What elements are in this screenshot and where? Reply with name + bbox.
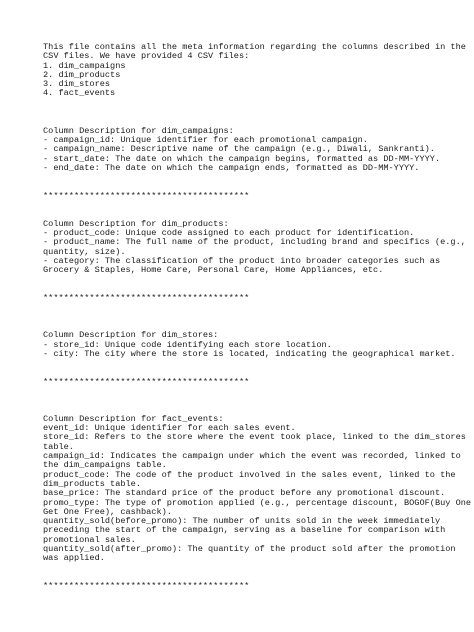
text-line: - product_name: The full name of the product, including brand and specifics (e.g., — [43, 237, 466, 248]
separator-line: **************************************** — [43, 581, 250, 592]
blank-line — [43, 275, 443, 284]
text-line: Grocery & Staples, Home Care, Personal Care, Home Appliances, etc. — [43, 265, 384, 276]
text-line: Column Description for fact_events: — [43, 413, 224, 424]
document-body — [43, 42, 472, 592]
blank-line — [43, 396, 443, 405]
text-line: - campaign_id: Unique identifier for each promotional campaign. — [43, 134, 368, 145]
text-section — [43, 582, 443, 591]
text-section — [43, 413, 472, 564]
separator-line: **************************************** — [43, 293, 250, 304]
text-line: - city: The city where the store is located, indicating the geographical market. — [43, 348, 456, 359]
text-section — [43, 330, 456, 359]
text-line: the dim_campaigns table. — [43, 460, 167, 471]
text-line: product_code: The code of the product involved in the sales event, linked to the — [43, 469, 456, 480]
text-line: campaign_id: Indicates the campaign under which the event was recorded, linked to — [43, 451, 461, 462]
blank-line — [43, 108, 443, 117]
text-line: preceding the start of the campaign, serving as a baseline for comparison with — [43, 525, 446, 536]
text-line: Column Description for dim_stores: — [43, 330, 219, 341]
text-line: quantity_sold(before_promo): The number of units sold in the week immediately — [43, 516, 441, 527]
text-line: 4. fact_events — [43, 88, 116, 99]
blank-line — [43, 313, 443, 322]
text-line: 2. dim_products — [43, 69, 121, 80]
text-line: Get One Free), cashback). — [43, 506, 172, 517]
separator-line: **************************************** — [43, 190, 250, 201]
text-section — [43, 294, 443, 303]
blank-line — [43, 201, 443, 210]
separator-line: **************************************** — [43, 376, 250, 387]
text-line: quantity_sold(after_promo): The quantity of the product sold after the promotion — [43, 544, 456, 555]
text-section — [43, 218, 466, 276]
text-line: - store_id: Unique code identifying each store location. — [43, 339, 332, 350]
text-line: was applied. — [43, 553, 105, 564]
text-line: base_price: The standard price of the product before any promotional discount. — [43, 488, 446, 499]
text-line: promo_type: The type of promotion applied (e.g., percentage discount, BOGOF(Buy One — [43, 497, 472, 508]
text-line: - end_date: The date on which the campaign ends, formatted as DD-MM-YYYY. — [43, 162, 420, 173]
text-line: This file contains all the meta information regarding the columns described in the — [43, 42, 466, 52]
text-section — [43, 192, 443, 201]
blank-line — [43, 173, 443, 182]
text-line: 1. dim_campaigns — [43, 60, 126, 71]
text-line: - start_date: The date on which the campaign begins, formatted as DD-MM-YYYY. — [43, 153, 441, 164]
blank-line — [43, 99, 443, 108]
text-section — [43, 127, 443, 173]
blank-line — [43, 303, 443, 312]
text-line: quantity, size). — [43, 246, 126, 257]
text-line: Column Description for dim_products: — [43, 218, 229, 229]
text-line: dim_products table. — [43, 478, 141, 489]
text-line: 3. dim_stores — [43, 79, 111, 90]
blank-line — [43, 564, 443, 573]
text-line: - category: The classification of the product into broader categories such as — [43, 255, 441, 266]
text-line: table. — [43, 441, 74, 452]
text-line: promotional sales. — [43, 534, 136, 545]
text-section — [43, 42, 466, 99]
text-line: event_id: Unique identifier for each sales event. — [43, 423, 296, 434]
text-line: CSV files. We have provided 4 CSV files: — [43, 51, 250, 62]
text-section — [43, 378, 443, 387]
text-line: Column Description for dim_campaigns: — [43, 125, 234, 136]
text-line: - product_code: Unique code assigned to each product for identification. — [43, 227, 415, 238]
text-line: store_id: Refers to the store where the event took place, linked to the dim_stores — [43, 432, 466, 443]
text-line: - campaign_name: Descriptive name of the campaign (e.g., Diwali, Sankranti). — [43, 144, 435, 155]
blank-line — [43, 359, 443, 368]
blank-line — [43, 387, 443, 396]
